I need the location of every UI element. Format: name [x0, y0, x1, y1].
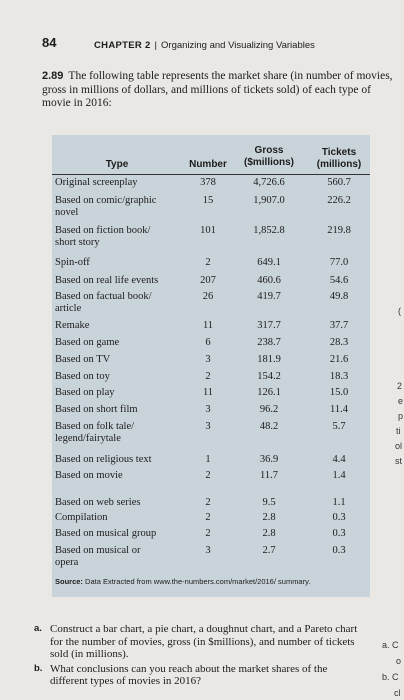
cell-number: 207 [200, 275, 216, 286]
question-item [34, 663, 364, 688]
cell-type-line1: Based on folk tale/ [55, 421, 135, 432]
cell-number: 2 [205, 512, 211, 523]
cell-tickets: 11.4 [330, 404, 348, 415]
cell-type-line1: Based on religious text [55, 454, 152, 465]
page-number: 84 [42, 35, 57, 50]
source-text: Data Extracted from www.the-numbers.com/market/2016/ summary. [85, 577, 311, 586]
cell-tickets: 1.1 [332, 497, 346, 508]
cell-type [55, 421, 187, 445]
edge-fragment: o [396, 656, 402, 666]
cell-type [55, 404, 187, 416]
cell-type-line1: Based on musical or [55, 545, 141, 556]
cell-gross: 2.8 [262, 512, 276, 523]
header-rule [52, 174, 370, 175]
cell-number: 11 [202, 387, 214, 398]
cell-type-line2: legend/fairytale [55, 433, 121, 444]
edge-fragment: ti [396, 426, 401, 436]
header-number: Number [189, 159, 227, 170]
cell-type-line1: Based on TV [55, 354, 111, 365]
cell-type-line2: novel [55, 207, 79, 218]
cell-type-line1: Based on musical group [55, 528, 157, 539]
cell-gross: 96.2 [259, 404, 279, 415]
cell-type [55, 387, 187, 399]
cell-tickets: 28.3 [329, 337, 349, 348]
cell-number: 2 [205, 371, 211, 382]
cell-tickets: 1.4 [332, 470, 346, 481]
cell-number: 15 [202, 195, 214, 206]
chapter-title: Organizing and Visualizing Variables [161, 40, 315, 51]
cell-number: 26 [202, 291, 214, 302]
cell-tickets: 21.6 [329, 354, 349, 365]
header-gross [232, 145, 306, 169]
cell-type [55, 337, 187, 349]
cell-type [55, 528, 187, 540]
cell-number: 11 [202, 320, 214, 331]
question-text: Construct a bar chart, a pie chart, a doughnut chart, and a Pareto chart for the number of movies, gross (in $millions), and number of tickets sold (in millions). [50, 623, 358, 660]
cell-number: 2 [205, 257, 211, 268]
cell-gross: 9.5 [262, 497, 276, 508]
page-header [42, 34, 315, 52]
cell-type [55, 257, 187, 269]
cell-gross: 48.2 [259, 421, 279, 432]
cell-number: 3 [205, 545, 211, 556]
cell-gross: 181.9 [257, 354, 281, 365]
edge-fragment: e [398, 396, 404, 406]
cell-gross: 1,852.8 [253, 225, 285, 236]
data-table [52, 135, 370, 597]
cell-gross: 11.7 [260, 470, 278, 481]
header-gross-line1: Gross [254, 145, 284, 156]
cell-tickets: 54.6 [329, 275, 349, 286]
cell-gross: 1,907.0 [253, 195, 285, 206]
cell-number: 2 [205, 470, 211, 481]
edge-fragment: p [398, 411, 404, 421]
cell-gross: 460.6 [257, 275, 281, 286]
cell-gross: 238.7 [257, 337, 281, 348]
header-tickets [308, 147, 370, 171]
edge-fragment: ol [395, 441, 403, 451]
cell-gross: 419.7 [257, 291, 281, 302]
source-label: Source: [55, 577, 83, 586]
question-label: a. [34, 623, 42, 634]
cell-type-line2: opera [55, 557, 79, 568]
header-type: Type [105, 159, 129, 170]
cell-type [55, 371, 187, 383]
cell-tickets: 18.3 [329, 371, 349, 382]
cell-tickets: 219.8 [327, 225, 351, 236]
cell-number: 1 [205, 454, 211, 465]
cell-tickets: 0.3 [332, 528, 346, 539]
cell-gross: 317.7 [257, 320, 281, 331]
cell-type-line1: Based on toy [55, 371, 110, 382]
cell-gross: 2.8 [262, 528, 276, 539]
cell-type [55, 275, 187, 287]
cell-number: 3 [205, 421, 211, 432]
edge-fragment: cl [394, 688, 401, 698]
edge-fragment: st [395, 456, 403, 466]
cell-type-line1: Based on factual book/ [55, 291, 152, 302]
cell-type-line1: Based on play [55, 387, 115, 398]
cell-type-line1: Based on comic/graphic [55, 195, 157, 206]
cell-type-line1: Compilation [55, 512, 108, 523]
cell-type-line1: Based on short film [55, 404, 138, 415]
question-list [34, 623, 364, 690]
cell-type-line1: Based on game [55, 337, 120, 348]
cell-tickets: 77.0 [329, 257, 349, 268]
edge-fragment: 2 [397, 381, 403, 391]
cell-tickets: 5.7 [332, 421, 346, 432]
cell-tickets: 226.2 [327, 195, 351, 206]
cell-tickets: 560.7 [327, 177, 351, 188]
cell-type-line2: article [55, 303, 82, 314]
chapter-label: CHAPTER 2 [94, 40, 151, 51]
cell-type [55, 291, 187, 315]
chapter-heading: CHAPTER 2 | Organizing and Visualizing Variables [94, 40, 315, 51]
cell-type [55, 177, 187, 189]
question-label: b. [34, 662, 43, 674]
header-tickets-line1: Tickets [321, 147, 357, 158]
cell-gross: 4,726.6 [253, 177, 285, 188]
cell-tickets: 49.8 [329, 291, 349, 302]
cell-type [55, 320, 187, 332]
cell-type-line1: Based on movie [55, 470, 123, 481]
cell-type [55, 545, 187, 569]
cell-type [55, 470, 187, 482]
edge-fragment: a. C [382, 640, 399, 650]
cell-gross: 2.7 [262, 545, 276, 556]
cell-type [55, 497, 187, 509]
cell-tickets: 37.7 [329, 320, 349, 331]
header-gross-line2: ($millions) [243, 157, 294, 168]
cell-type [55, 354, 187, 366]
cell-tickets: 15.0 [329, 387, 349, 398]
cell-number: 2 [205, 497, 211, 508]
cell-number: 3 [205, 404, 211, 415]
cell-tickets: 4.4 [332, 454, 346, 465]
cell-type-line1: Original screenplay [55, 177, 138, 188]
cell-type [55, 195, 187, 219]
cell-type [55, 454, 187, 466]
cell-type-line1: Based on fiction book/ [55, 225, 151, 236]
cell-tickets: 0.3 [332, 512, 346, 523]
cell-type-line2: short story [55, 237, 100, 248]
question-text: What conclusions can you reach about the market shares of the different types of movies in 2016? [50, 662, 328, 687]
cell-type-line1: Remake [55, 320, 90, 331]
cell-number: 2 [205, 528, 211, 539]
cell-number: 6 [205, 337, 211, 348]
table-source [55, 577, 365, 587]
cell-gross: 154.2 [257, 371, 281, 382]
edge-fragment: b. C [382, 672, 399, 682]
header-tickets-line2: (millions) [316, 159, 362, 170]
cell-type-line1: Based on web series [55, 497, 141, 508]
problem-number: 2.89 [42, 70, 64, 82]
cell-gross: 126.1 [257, 387, 281, 398]
problem-statement [42, 70, 394, 111]
edge-fragment: ( [398, 306, 401, 316]
cell-type [55, 512, 187, 524]
cell-number: 378 [200, 177, 216, 188]
cell-number: 3 [205, 354, 211, 365]
cell-type [55, 225, 187, 249]
cell-type-line1: Based on real life events [55, 275, 159, 286]
problem-text: The following table represents the market share (in number of movies, gross in millions of dollars, and millions of tickets sold) of each type of movie in 2016: [42, 70, 393, 109]
question-item [34, 623, 364, 661]
cell-gross: 36.9 [259, 454, 279, 465]
cell-gross: 649.1 [257, 257, 281, 268]
cell-type-line1: Spin-off [55, 257, 90, 268]
cell-tickets: 0.3 [332, 545, 346, 556]
cell-number: 101 [200, 225, 216, 236]
